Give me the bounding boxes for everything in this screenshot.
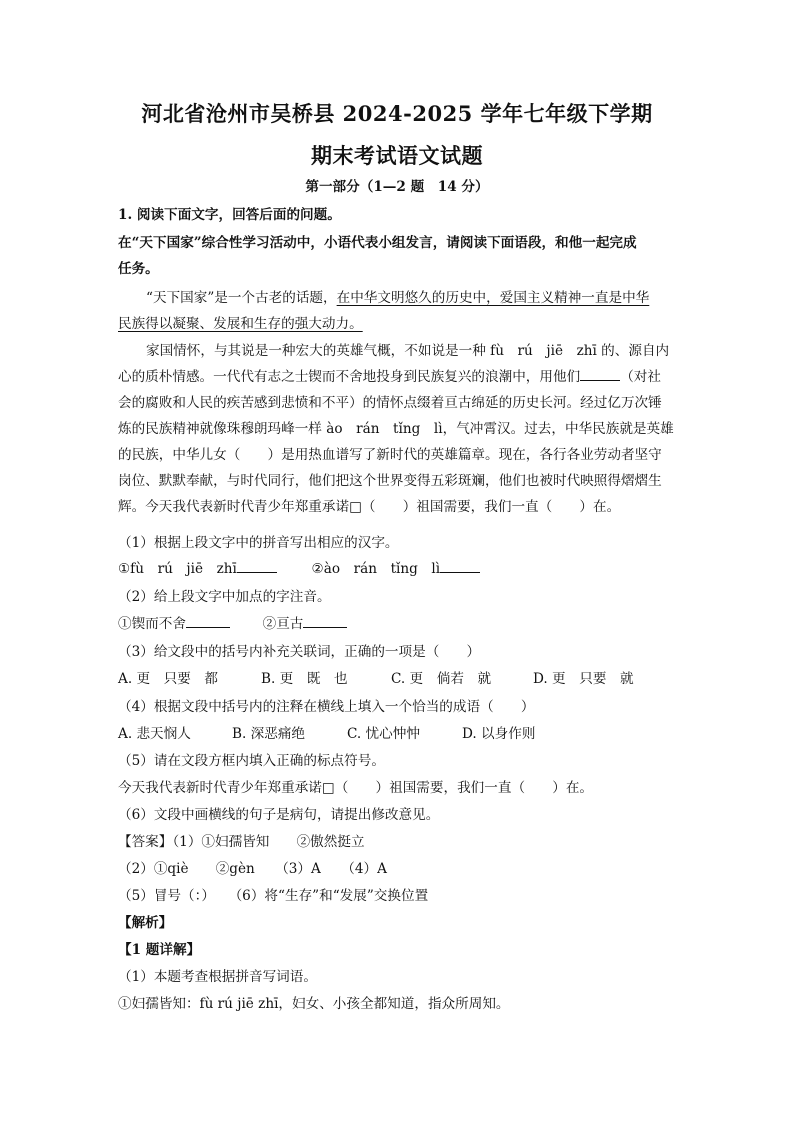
option-c: C. 忧心忡忡 [347, 726, 420, 742]
paragraph-1-line-1 [146, 287, 708, 309]
detail-label: 【1 题详解】 [118, 942, 201, 958]
paragraph-2-line-4: 炼的民族精神就像珠穆朗玛峰一样 ào rán tǐng lì，气冲霄汉。过去，中华民族就是英雄 [118, 421, 674, 437]
answer-blank-2 [440, 558, 480, 573]
idiom-blank [580, 366, 620, 381]
paragraph-2-line-6: 岗位、默默奉献，与时代同行，他们把这个世界变得五彩斑斓，他们也被时代映照得熠熠生 [118, 473, 662, 489]
sub-question-3: （3）给文段中的括号内补充关联词，正确的一项是（ ） [118, 644, 481, 660]
underlined-sentence-a: 在中华文明悠久的历史中，爱国主义精神一直是中华 [336, 290, 650, 306]
para1-text-a: “天下国家”是一个古老的话题， [146, 290, 337, 306]
paragraph-2-line-3: 会的腐败和人民的疾苦感到悲愤和不平）的情怀点缀着亘古绵延的历史长河。经过亿万次锤 [118, 395, 662, 411]
word-1: ①锲而不舍 [118, 616, 186, 632]
answer-blank-3 [186, 613, 230, 628]
option-b: B. 深恶痛绝 [232, 726, 306, 742]
title-line-1: 河北省沧州市吴桥县 2024-2025 学年七年级下学期 [141, 101, 653, 126]
detail-line-2: ①妇孺皆知：fù rú jiē zhī，妇女、小孩全都知道，指众所周知。 [118, 996, 510, 1012]
underlined-sentence-b: 民族得以凝聚、发展和生存的强大动力。 [118, 316, 363, 332]
sub-question-1: （1）根据上段文字中的拼音写出相应的汉字。 [118, 535, 399, 551]
title-line-2: 期末考试语文试题 [311, 143, 483, 168]
paragraph-2-line-2 [118, 366, 680, 388]
option-a: A. 悲天悯人 [118, 726, 191, 742]
sub-question-2: （2）给上段文字中加点的字注音。 [118, 589, 331, 605]
intro-line-2: 任务。 [118, 261, 159, 277]
intro-line-1: 在“天下国家”综合性学习活动中，小语代表小组发言，请阅读下面语段，和他一起完成 [118, 235, 637, 251]
option-d: D. 更 只要 就 [533, 671, 634, 687]
analysis-label: 【解析】 [118, 915, 173, 931]
answer-blank-4 [303, 613, 347, 628]
sub-question-4: （4）根据文段中括号内的注释在横线上填入一个恰当的成语（ ） [118, 699, 535, 715]
option-b: B. 更 既 也 [261, 671, 348, 687]
sub-question-5: （5）请在文段方框内填入正确的标点符号。 [118, 753, 385, 769]
para2-text-b: （对社 [620, 369, 661, 385]
paragraph-2-line-7: 辉。今天我代表新时代青少年郑重承诺□（ ）祖国需要，我们一直（ ）在。 [118, 499, 621, 515]
para2-text-a: 心的质朴情感。一代代有志之士锲而不舍地投身到民族复兴的浪潮中，用他们 [118, 369, 581, 385]
answer-line-1: 【答案】（1）①妇孺皆知 ②傲然挺立 [118, 834, 365, 850]
option-d: D. 以身作则 [462, 726, 536, 742]
paragraph-2-line-1: 家国情怀，与其说是一种宏大的英雄气概，不如说是一种 fù rú jiē zhī 的、源自内 [146, 343, 670, 359]
sub-question-5-sentence: 今天我代表新时代青少年郑重承诺□（ ）祖国需要，我们一直（ ）在。 [118, 780, 594, 796]
option-c: C. 更 倘若 就 [391, 671, 492, 687]
question-1-heading: 1. 阅读下面文字，回答后面的问题。 [118, 207, 341, 223]
detail-line-1: （1）本题考查根据拼音写词语。 [118, 969, 317, 985]
word-2: ②亘古 [262, 616, 304, 632]
section-header: 第一部分（1—2 题 14 分） [305, 179, 489, 195]
sub-question-6: （6）文段中画横线的句子是病句，请提出修改意见。 [118, 807, 440, 823]
pinyin-2: ②ào rán tǐng lì [311, 561, 441, 577]
sub-question-1-items [118, 558, 680, 580]
answer-line-3: （5）冒号（：） （6）将“生存”和“发展”交换位置 [118, 888, 429, 904]
option-a: A. 更 只要 都 [118, 671, 219, 687]
paragraph-2-line-5: 的民族，中华儿女（ ）是用热血谱写了新时代的英雄篇章。现在，各行各业劳动者坚守 [118, 447, 662, 463]
pinyin-1: ①fù rú jiē zhī [118, 561, 237, 577]
answer-line-2: （2）①qiè ②gèn （3）A （4）A [118, 861, 387, 877]
sub-question-2-items [118, 613, 680, 635]
answer-blank-1 [237, 558, 277, 573]
